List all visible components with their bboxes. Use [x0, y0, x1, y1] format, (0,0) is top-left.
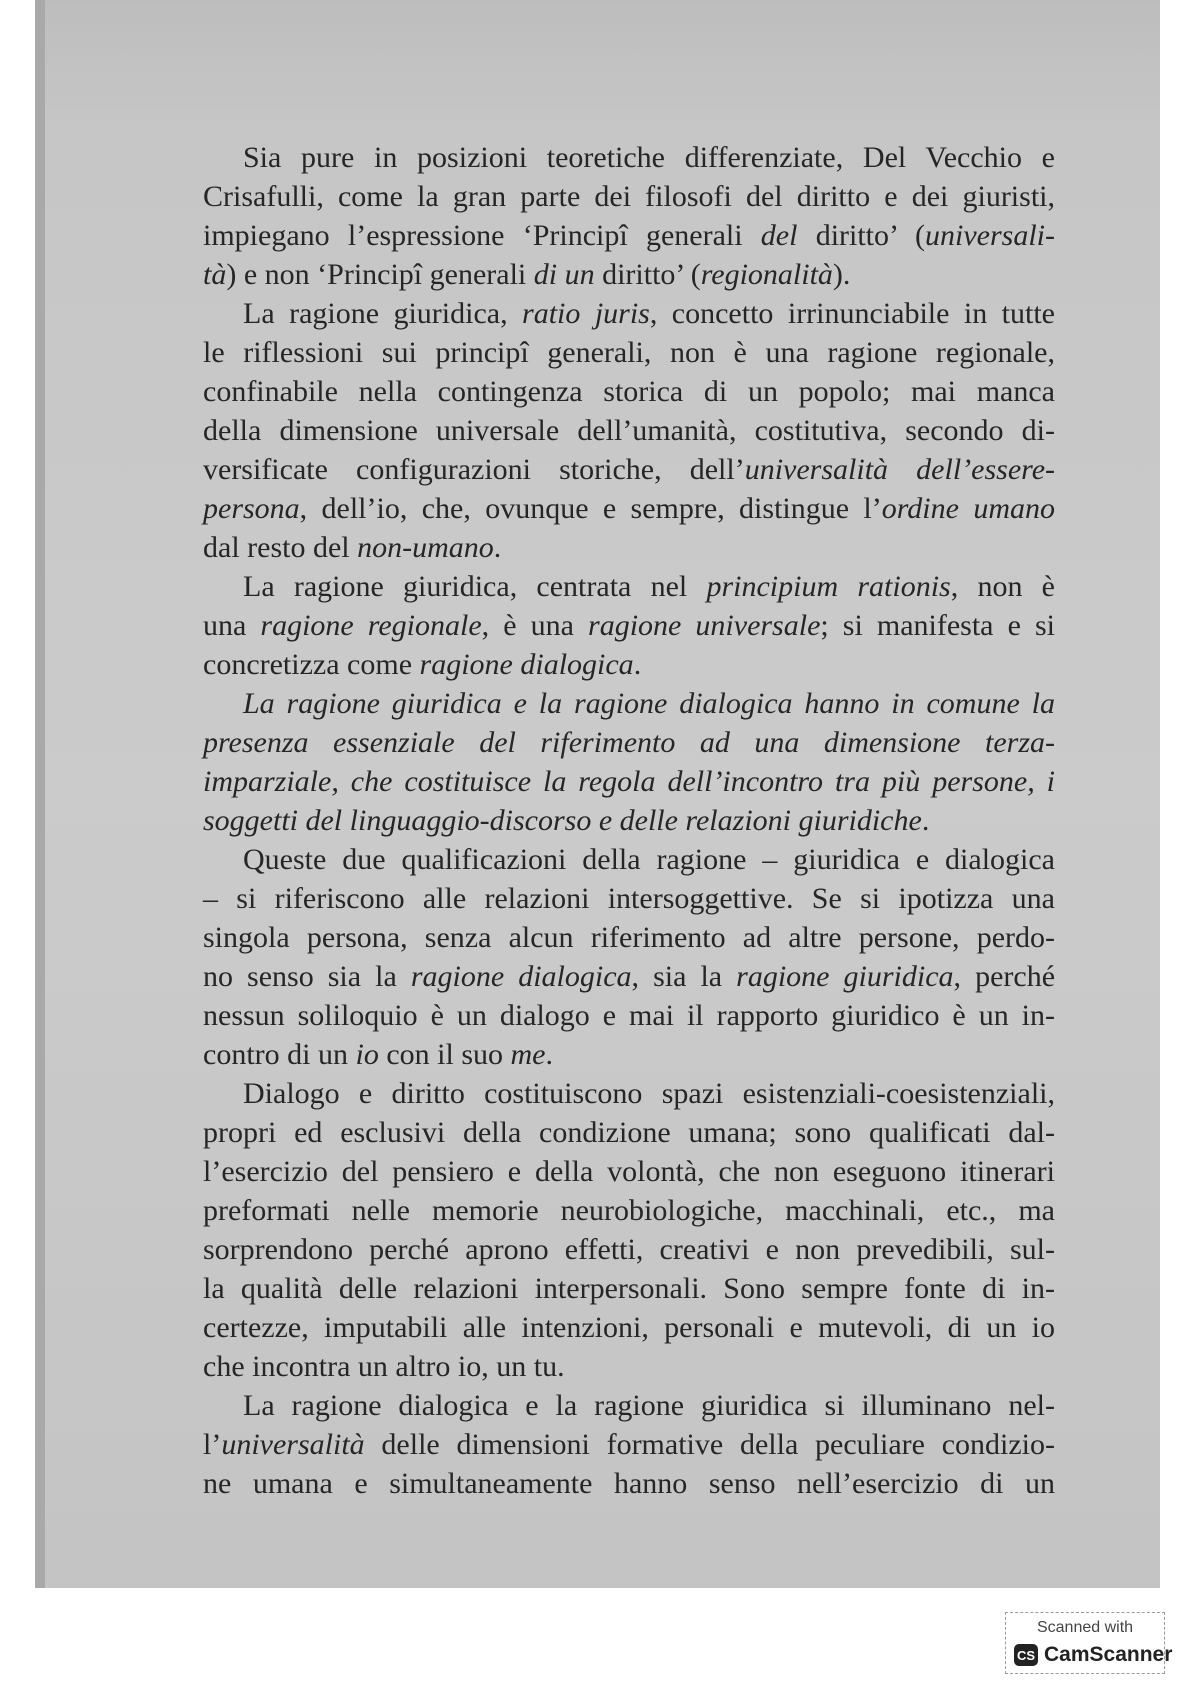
text-line: La ragione giuridica, ratio juris, concetto irrinunciabile in tutte: [243, 297, 1055, 330]
paragraph: [203, 294, 1055, 567]
text-line: Crisafulli, come la gran parte dei filosofi del diritto e dei giuristi,: [203, 180, 1055, 213]
text-line: no senso sia la ragione dialogica, sia la ragione giuridica, perché: [203, 960, 1056, 993]
text-line: contro di un io con il suo me.: [203, 1038, 553, 1071]
text-line: sorprendono perché aprono effetti, creativi e non prevedibili, sul-: [203, 1233, 1055, 1266]
text-line: impiegano l’espressione ‘Principî generali del diritto’ (universali-: [203, 219, 1055, 252]
text-line: La ragione giuridica, centrata nel principium rationis, non è: [243, 570, 1055, 603]
text-line: dal resto del non-umano.: [203, 531, 502, 564]
text-line: tà) e non ‘Principî generali di un diritto’ (regionalità).: [203, 258, 851, 291]
text-line: – si riferiscono alle relazioni intersoggettive. Se si ipotizza una: [203, 882, 1055, 915]
text-line: singola persona, senza alcun riferimento ad altre persone, perdo-: [203, 921, 1055, 954]
text-line: l’universalità delle dimensioni formative della peculiare condizio-: [203, 1428, 1055, 1461]
text-line: confinabile nella contingenza storica di un popolo; mai manca: [203, 375, 1055, 408]
watermark-brand-name: CamScanner: [1044, 1643, 1173, 1666]
scanned-page: [35, 0, 1160, 1588]
text-line: versificate configurazioni storiche, dell’universalità dell’essere-: [203, 453, 1055, 486]
camscanner-watermark: [1005, 1612, 1173, 1674]
text-line: La ragione giuridica e la ragione dialogica hanno in comune la: [243, 687, 1055, 720]
text-line: che incontra un altro io, un tu.: [203, 1350, 565, 1383]
watermark-brand: [1014, 1643, 1172, 1667]
paragraph: [203, 138, 1055, 294]
text-line: soggetti del linguaggio-discorso e delle relazioni giuridiche.: [203, 804, 930, 837]
text-line: la qualità delle relazioni interpersonali. Sono sempre fonte di in-: [203, 1272, 1055, 1305]
text-line: Sia pure in posizioni teoretiche differenziate, Del Vecchio e: [243, 141, 1055, 174]
text-line: le riflessioni sui principî generali, non è una ragione regionale,: [203, 336, 1055, 369]
paragraph: [203, 684, 1055, 840]
text-line: La ragione dialogica e la ragione giuridica si illuminano nel-: [243, 1389, 1055, 1422]
text-line: della dimensione universale dell’umanità, costitutiva, secondo di-: [203, 414, 1055, 447]
text-line: nessun soliloquio è un dialogo e mai il rapporto giuridico è un in-: [203, 999, 1055, 1032]
text-line: Queste due qualificazioni della ragione – giuridica e dialogica: [243, 843, 1055, 876]
text-line: presenza essenziale del riferimento ad una dimensione terza-: [203, 726, 1055, 759]
text-line: l’esercizio del pensiero e della volontà, che non eseguono itinerari: [203, 1155, 1055, 1188]
paragraph: [203, 1386, 1055, 1503]
text-line: Dialogo e diritto costituiscono spazi esistenziali-coesistenziali,: [243, 1077, 1055, 1110]
text-line: propri ed esclusivi della condizione umana; sono qualificati dal-: [203, 1116, 1055, 1149]
paragraph: [203, 567, 1055, 684]
text-line: concretizza come ragione dialogica.: [203, 648, 642, 681]
text-line: preformati nelle memorie neurobiologiche, macchinali, etc., ma: [203, 1194, 1055, 1227]
text-line: imparziale, che costituisce la regola dell’incontro tra più persone, i: [203, 765, 1055, 798]
text-line: certezze, imputabili alle intenzioni, personali e mutevoli, di un io: [203, 1311, 1055, 1344]
text-line: una ragione regionale, è una ragione universale; si manifesta e si: [203, 609, 1055, 642]
camscanner-logo-icon: CS: [1014, 1644, 1038, 1666]
body-text: [203, 138, 1055, 1503]
watermark-caption: Scanned with: [1036, 1619, 1134, 1636]
paragraph: [203, 840, 1055, 1074]
text-line: ne umana e simultaneamente hanno senso nell’esercizio di un: [203, 1467, 1055, 1500]
paragraph: [203, 1074, 1055, 1386]
text-line: persona, dell’io, che, ovunque e sempre, distingue l’ordine umano: [203, 492, 1055, 525]
